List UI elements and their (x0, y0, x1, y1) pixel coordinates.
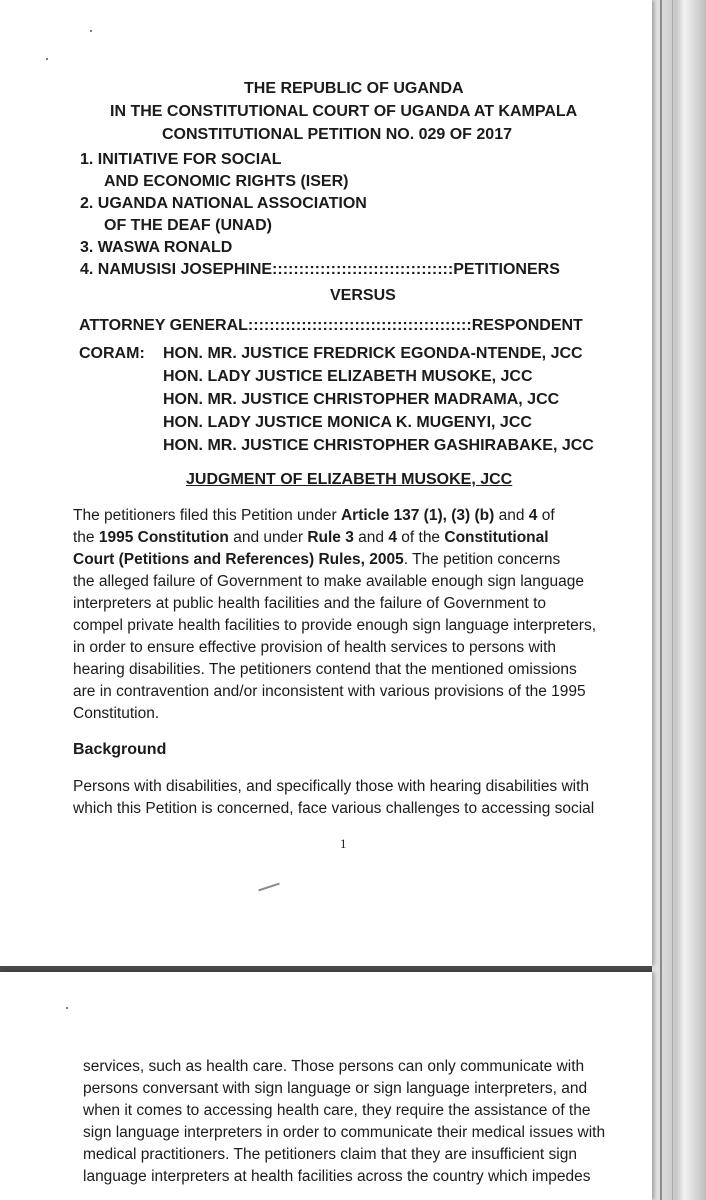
background-line-1: Persons with disabilities, and specifically those with hearing disabilities with (73, 778, 590, 795)
para1-line-6: compel private health facilities to provide enough sign language interpreters, (73, 617, 597, 634)
coram-judge-2: HON. LADY JUSTICE ELIZABETH MUSOKE, JCC (163, 368, 533, 385)
header-court: IN THE CONSTITUTIONAL COURT OF UGANDA AT KAMPALA (110, 103, 578, 120)
party-4-petitioners: 4. NAMUSISI JOSEPHINE::::::::::::::::::::::::::::::::::PETITIONERS (80, 261, 560, 278)
page2-line-5: medical practitioners. The petitioners claim that they are insufficient sign (83, 1146, 577, 1163)
versus: VERSUS (330, 287, 396, 304)
page-number: 1 (340, 836, 347, 851)
judgment-title: JUDGMENT OF ELIZABETH MUSOKE, JCC (186, 471, 513, 488)
party-3: 3. WASWA RONALD (80, 239, 233, 256)
coram-judge-3: HON. MR. JUSTICE CHRISTOPHER MADRAMA, JCC (163, 391, 560, 408)
para1-line-1: The petitioners filed this Petition under Article 137 (1), (3) (b) and 4 of (73, 507, 555, 524)
coram-label: CORAM: (79, 345, 145, 362)
background-line-2: which this Petition is concerned, face various challenges to accessing social (73, 800, 595, 817)
scan-speck (66, 1007, 68, 1009)
party-2: 2. UGANDA NATIONAL ASSOCIATION (80, 195, 367, 212)
page2-line-2: persons conversant with sign language or sign language interpreters, and (83, 1080, 588, 1097)
page-edge-line (672, 0, 673, 1200)
scan-speck (46, 58, 48, 60)
para1-line-8: hearing disabilities. The petitioners contend that the mentioned omissions (73, 661, 577, 678)
para1-line-3: Court (Petitions and References) Rules, 2005. The petition concerns (73, 551, 561, 568)
page2-line-1: services, such as health care. Those persons can only communicate with (83, 1058, 585, 1075)
coram-judge-5: HON. MR. JUSTICE CHRISTOPHER GASHIRABAKE, JCC (163, 437, 594, 454)
page2-line-3: when it comes to accessing health care, they require the assistance of the (83, 1102, 591, 1119)
document-page-2 (0, 972, 652, 1200)
para1-line-9: are in contravention and/or inconsistent with various provisions of the 1995 (73, 683, 586, 700)
party-1-cont: AND ECONOMIC RIGHTS (ISER) (104, 173, 349, 190)
header-petition-no: CONSTITUTIONAL PETITION NO. 029 OF 2017 (162, 126, 512, 143)
scan-speck (90, 30, 92, 32)
header-republic: THE REPUBLIC OF UGANDA (244, 80, 464, 97)
page-edge-line (660, 0, 662, 1200)
para1-line-2: the 1995 Constitution and under Rule 3 and 4 of the Constitutional (73, 529, 549, 546)
coram-judge-4: HON. LADY JUSTICE MONICA K. MUGENYI, JCC (163, 414, 532, 431)
background-heading: Background (73, 741, 167, 758)
respondent: ATTORNEY GENERAL::::::::::::::::::::::::::::::::::::::::::RESPONDENT (79, 317, 583, 334)
para1-line-7: in order to ensure effective provision of health services to persons with (73, 639, 557, 656)
scan-mark (258, 883, 280, 892)
party-2-cont: OF THE DEAF (UNAD) (104, 217, 272, 234)
para1-line-4: the alleged failure of Government to make available enough sign language (73, 573, 584, 590)
page2-line-4: sign language interpreters in order to communicate their medical issues with (83, 1124, 606, 1141)
coram-judge-1: HON. MR. JUSTICE FREDRICK EGONDA-NTENDE, JCC (163, 345, 583, 362)
para1-line-5: interpreters at public health facilities and the failure of Government to (73, 595, 547, 612)
party-1: 1. INITIATIVE FOR SOCIAL (80, 151, 282, 168)
page2-line-6: language interpreters at health facilities across the country which impedes (83, 1168, 591, 1185)
para1-line-10: Constitution. (73, 705, 160, 722)
